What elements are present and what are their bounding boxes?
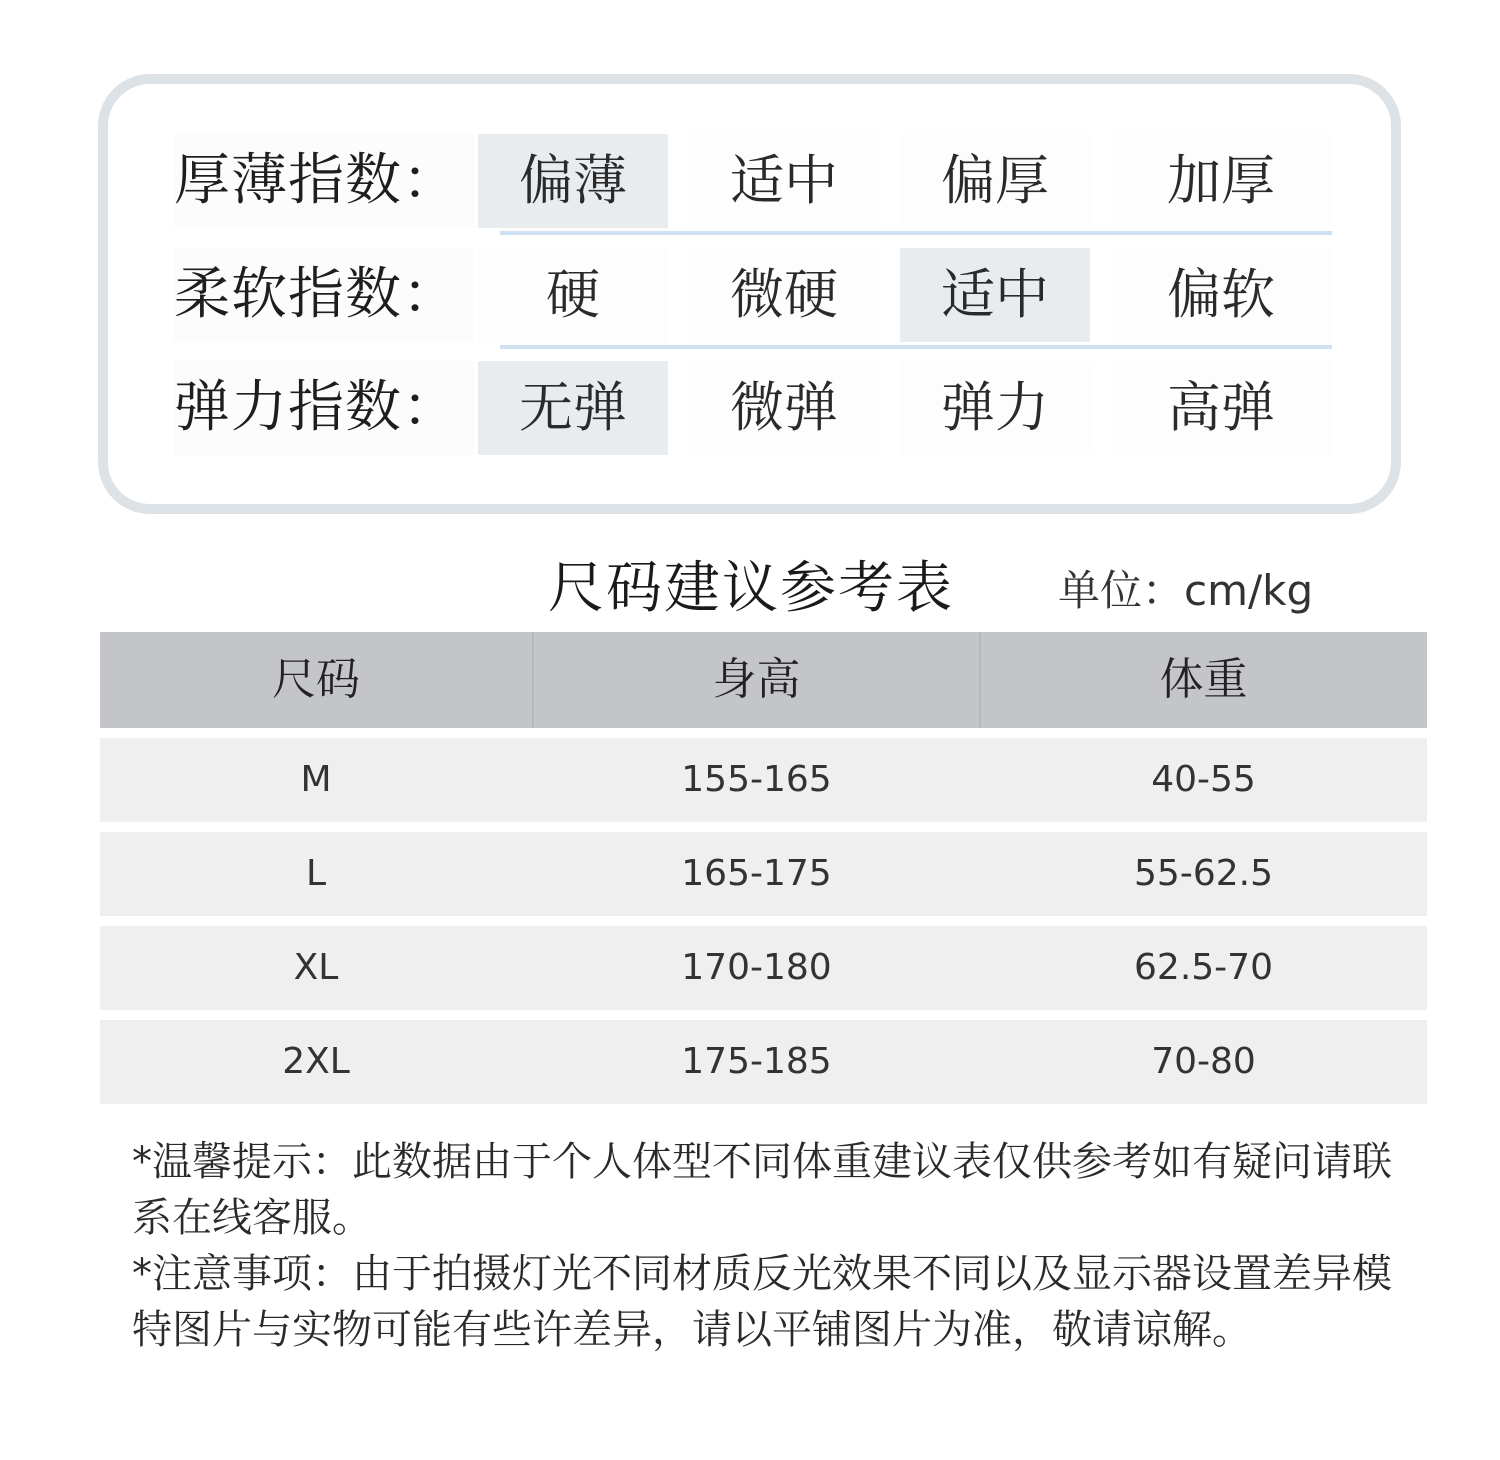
tip-note: *温馨提示：此数据由于个人体型不同体重建议表仅供参考如有疑问请联系在线客服。 bbox=[132, 1139, 1392, 1241]
thickness-index-label: 厚薄指数： bbox=[174, 134, 474, 228]
elasticity-option-none: 无弹 bbox=[478, 361, 668, 455]
table-row bbox=[100, 1020, 1427, 1104]
cell-height: 170-180 bbox=[681, 947, 832, 988]
elasticity-option-elastic: 弹力 bbox=[900, 361, 1090, 455]
size-table-title: 尺码建议参考表 bbox=[548, 556, 954, 621]
unit-label: 单位：cm/kg bbox=[1058, 566, 1314, 615]
cell-height: 175-185 bbox=[681, 1041, 832, 1082]
cell-weight: 70-80 bbox=[1151, 1041, 1256, 1082]
row-divider bbox=[500, 231, 1332, 235]
cell-weight: 40-55 bbox=[1151, 759, 1256, 800]
elasticity-option-slight: 微弹 bbox=[689, 361, 879, 455]
cell-size: M bbox=[300, 759, 332, 800]
thickness-option-thin: 偏薄 bbox=[478, 134, 668, 228]
thickness-option-extra-thick: 加厚 bbox=[1111, 134, 1331, 228]
thickness-option-thick: 偏厚 bbox=[900, 134, 1090, 228]
elasticity-option-high: 高弹 bbox=[1111, 361, 1331, 455]
header-weight: 体重 bbox=[1159, 654, 1248, 705]
softness-index-row bbox=[108, 248, 1391, 342]
cell-height: 165-175 bbox=[681, 853, 832, 894]
header-height: 身高 bbox=[712, 654, 801, 705]
cell-size: L bbox=[305, 853, 327, 894]
table-row bbox=[100, 926, 1427, 1010]
notes-block bbox=[132, 1134, 1412, 1358]
thickness-option-medium: 适中 bbox=[689, 134, 879, 228]
softness-index-label: 柔软指数： bbox=[174, 248, 474, 342]
elasticity-index-label: 弹力指数： bbox=[174, 361, 474, 455]
cell-height: 155-165 bbox=[681, 759, 832, 800]
table-row bbox=[100, 832, 1427, 916]
row-divider bbox=[500, 345, 1332, 349]
thickness-index-row bbox=[108, 134, 1391, 228]
softness-option-slightly-hard: 微硬 bbox=[689, 248, 879, 342]
notice-note: *注意事项：由于拍摄灯光不同材质反光效果不同以及显示器设置差异模特图片与实物可能有些许差异，请以平铺图片为准，敬请谅解。 bbox=[132, 1251, 1392, 1353]
elasticity-index-row bbox=[108, 361, 1391, 455]
table-row bbox=[100, 738, 1427, 822]
fabric-index-card bbox=[98, 74, 1401, 514]
softness-option-soft: 偏软 bbox=[1111, 248, 1331, 342]
table-header bbox=[100, 632, 1427, 728]
softness-option-medium: 适中 bbox=[900, 248, 1090, 342]
cell-weight: 62.5-70 bbox=[1134, 947, 1273, 988]
cell-weight: 55-62.5 bbox=[1134, 853, 1273, 894]
cell-size: 2XL bbox=[282, 1041, 350, 1082]
header-size: 尺码 bbox=[272, 654, 360, 705]
cell-size: XL bbox=[293, 947, 339, 988]
softness-option-hard: 硬 bbox=[478, 248, 668, 342]
